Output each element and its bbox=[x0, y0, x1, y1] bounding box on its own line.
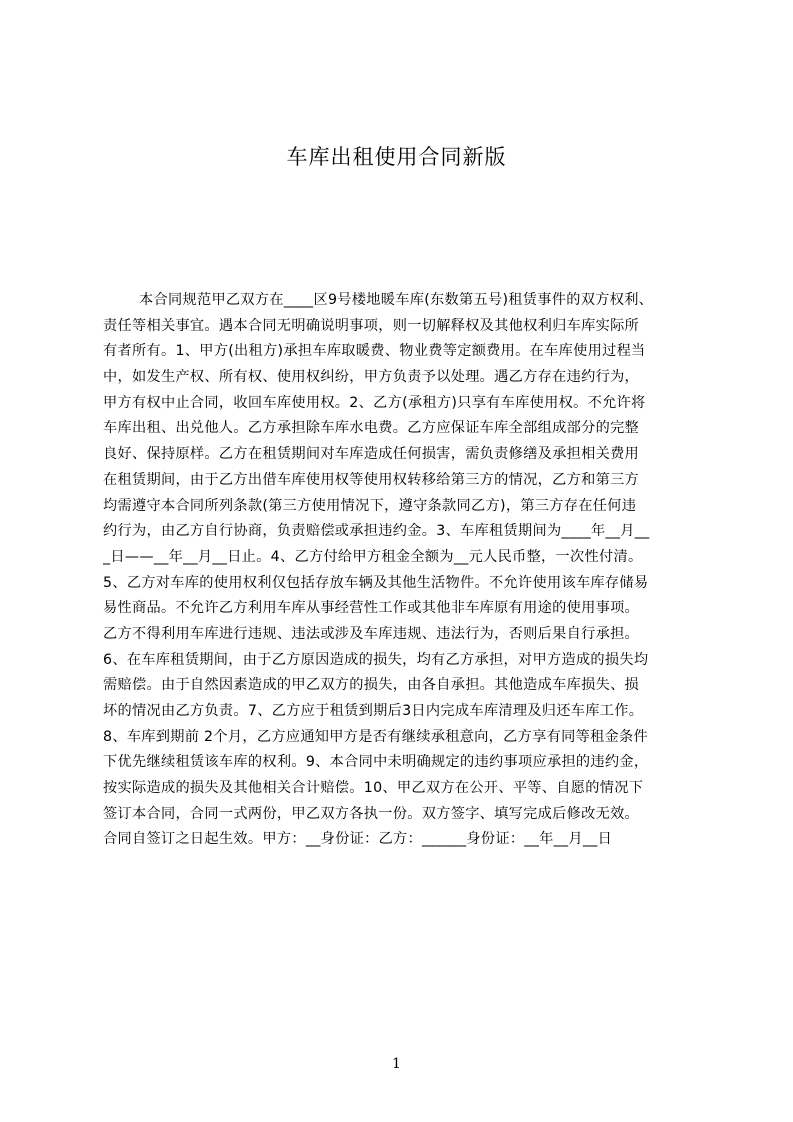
body-line: 坏的情况由乙方负责。7、乙方应于租赁到期后3日内完成车库清理及归还车库工作。 bbox=[103, 703, 644, 719]
body-line: 需赔偿。由于自然因素造成的甲乙双方的损失，由各自承担。其他造成车库损失、损 bbox=[103, 677, 640, 694]
body-line: 乙方不得利用车库进行违规、违法或涉及车库违规、违法行为，否则后果自行承担。 bbox=[103, 625, 640, 642]
body-line: 下优先继续租赁该车库的权利。9、本合同中未明确规定的违约事项应承担的违约金， bbox=[103, 754, 649, 771]
body-line: 8、车库到期前 2个月，乙方应通知甲方是否有继续承租意向，乙方享有同等租金条件 bbox=[103, 728, 649, 745]
body-line: 签订本合同，合同一式两份，甲乙双方各执一份。双方签字、填写完成后修改无效。 bbox=[103, 805, 640, 822]
body-line: 按实际造成的损失及其他相关合计赔偿。10、甲乙双方在公开、平等、自愿的情况下 bbox=[103, 780, 644, 797]
body-line: 在租赁期间，由于乙方出借车库使用权等使用权转移给第三方的情况，乙方和第三方 bbox=[103, 471, 640, 488]
page-number: 1 bbox=[392, 1056, 401, 1072]
body-line: 甲方有权中止合同，收回车库使用权。2、乙方(承租方)只享有车库使用权。不允许将 bbox=[103, 394, 646, 411]
body-line: 有者所有。1、甲方(出租方)承担车库取暖费、物业费等定额费用。在车库使用过程当 bbox=[103, 343, 646, 360]
contract-body bbox=[103, 288, 695, 878]
body-line: _日——__年__月__日止。4、乙方付给甲方租金全额为__元人民币整，一次性付清。 bbox=[103, 548, 643, 565]
body-line: 5、乙方对车库的使用权利仅包括存放车辆及其他生活物件。不允许使用该车库存储易 bbox=[103, 574, 649, 591]
document-title: 车库出租使用合同新版 bbox=[286, 145, 507, 169]
body-line: 中，如发生产权、所有权、使用权纠纷，甲方负责予以处理。遇乙方存在违约行为， bbox=[103, 369, 640, 386]
body-line: 易性商品。不允许乙方利用车库从事经营性工作或其他非车库原有用途的使用事项。 bbox=[103, 600, 640, 617]
body-line: 良好、保持原样。乙方在租赁期间对车库造成任何损害，需负责修缮及承担相关费用 bbox=[103, 446, 640, 463]
body-line: 约行为，由乙方自行协商，负责赔偿或承担违约金。3、车库租赁期间为____年__月__ bbox=[103, 523, 650, 540]
body-line: 责任等相关事宜。遇本合同无明确说明事项，则一切解释权及其他权利归车库实际所 bbox=[103, 317, 640, 334]
body-line: 6、在车库租赁期间，由于乙方原因造成的损失，均有乙方承担，对甲方造成的损失均 bbox=[103, 651, 649, 668]
body-line: 本合同规范甲乙双方在____区9号楼地暖车库(东数第五号)租赁事件的双方权利、 bbox=[139, 292, 654, 308]
body-line: 均需遵守本合同所列条款(第三方使用情况下，遵守条款同乙方)，第三方存在任何违 bbox=[103, 497, 637, 514]
body-line: 车库出租、出兑他人。乙方承担除车库水电费。乙方应保证车库全部组成部分的完整 bbox=[103, 420, 640, 437]
body-line: 合同自签订之日起生效。甲方：__身份证：乙方：______身份证：__年__月__日 bbox=[103, 831, 613, 848]
